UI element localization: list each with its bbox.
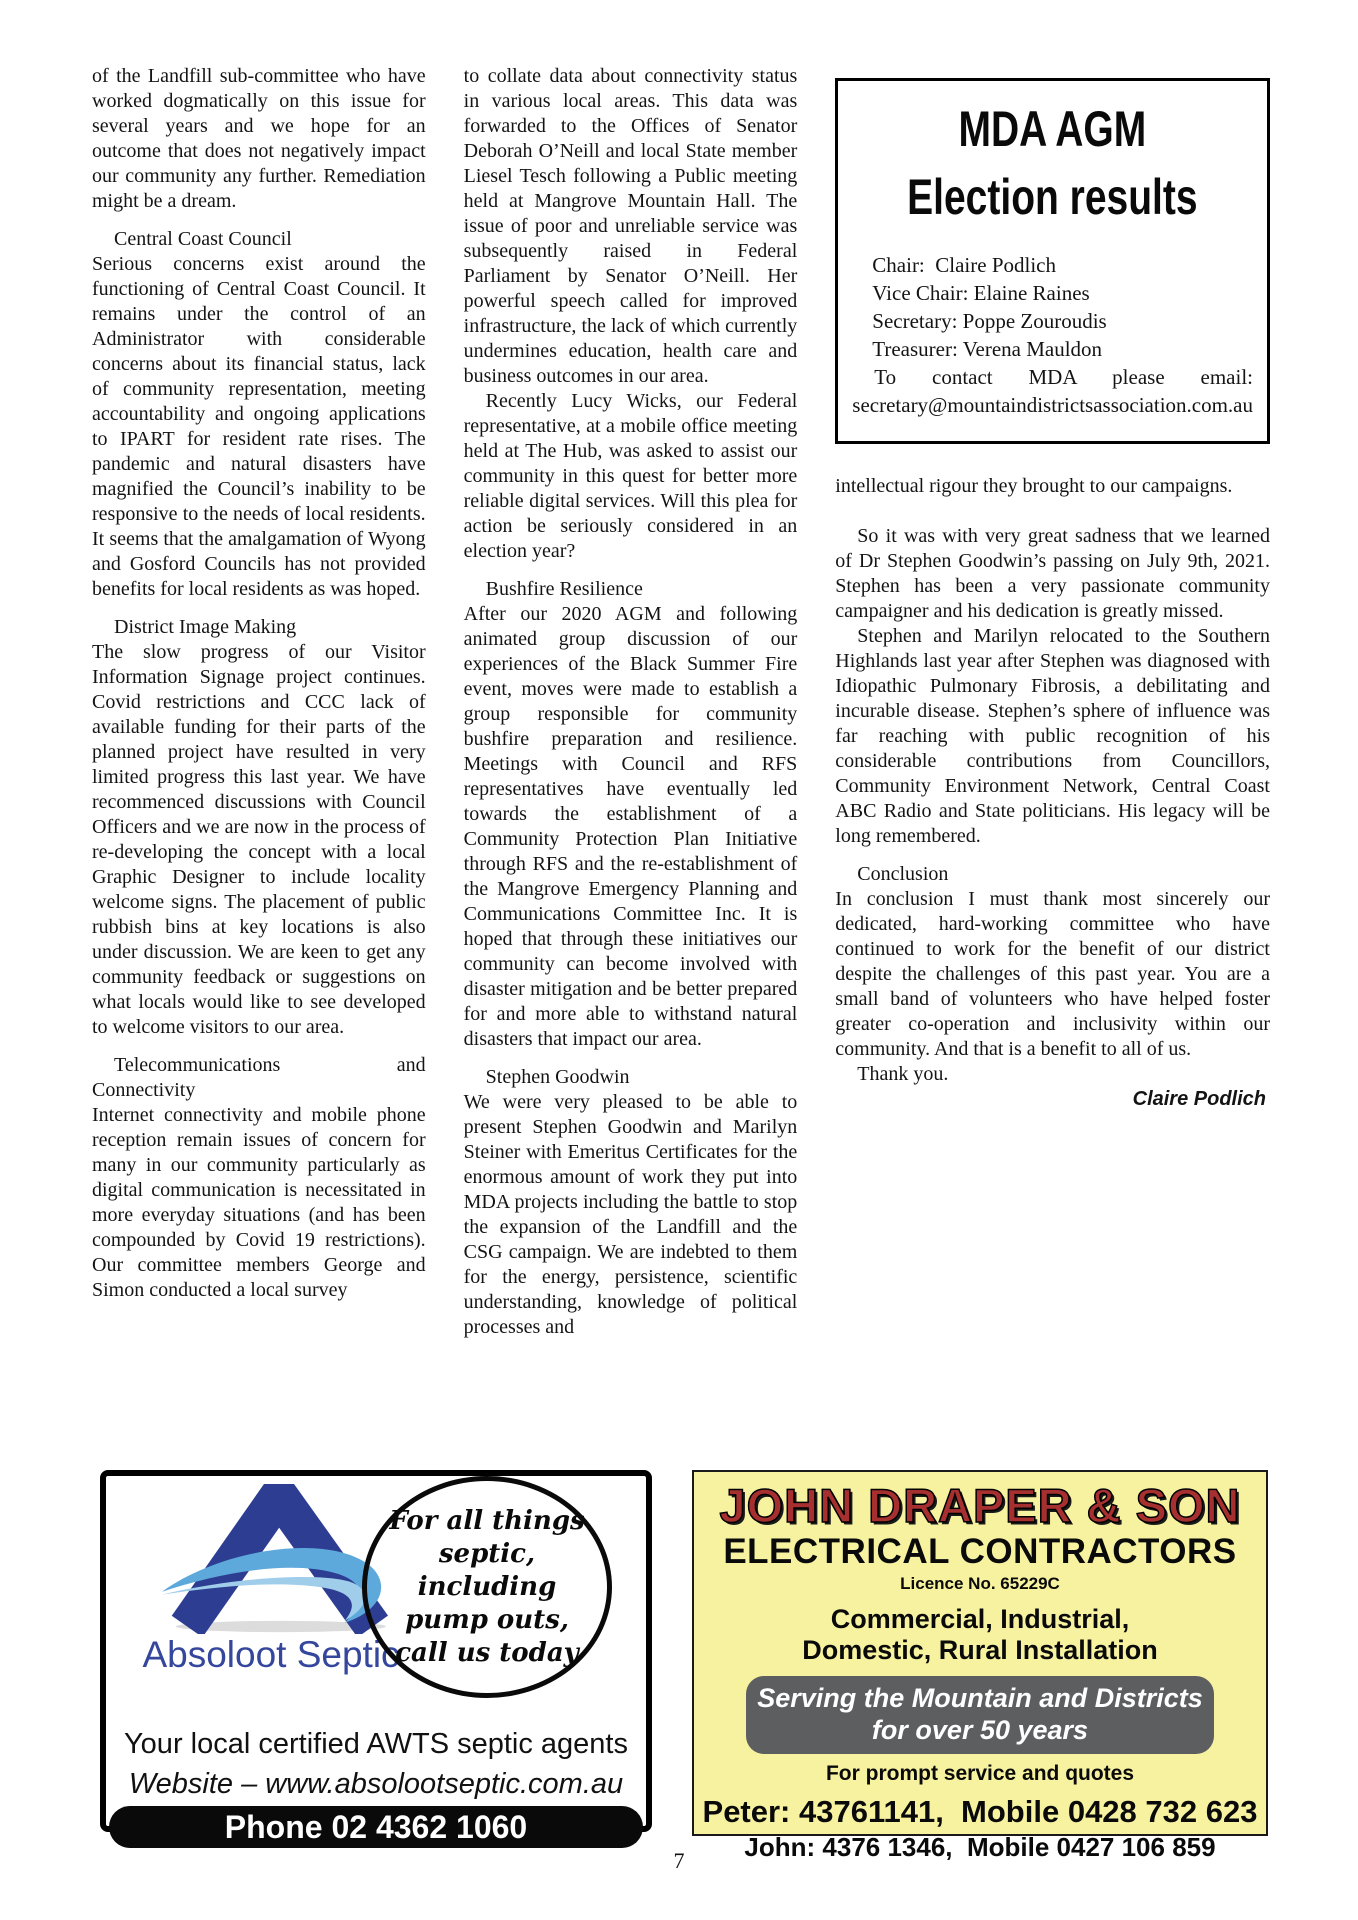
paragraph: Thank you. xyxy=(857,1063,949,1085)
article-columns xyxy=(92,64,1270,1340)
draper-banner-line2: for over 50 years xyxy=(871,1715,1089,1745)
mda-box-title-line2: Election results xyxy=(907,169,1198,225)
absoloot-tagline: Your local certified AWTS septic agents xyxy=(124,1728,628,1760)
paragraph: to collate data about connectivity status in various local areas. This data was forwarded to the Offices of Senator Deborah O’Neill and local State member Liesel Tesch following a Public meeting held at Mangrove Mountain Hall. The issue of poor and unreliable service was subsequently raised in Federal Parliament by Senator O’Neill. Her powerful speech called for improved infrastructure, the lack of which currently undermines education, health care and business outcomes in our area. xyxy=(463,65,798,387)
paragraph: The slow progress of our Visitor Information Signage project continues. Covid restrictions and CCC lack of available funding for their parts of the planned project have resulted in very limited progress this last year. We have recommenced discussions with Council Officers and we are now in the process of re-developing the concept with a local Graphic Designer to include locality welcome signs. The placement of public rubbish bins at key locations is also under discussion. We are keen to get any community feedback or suggestions on what locals would like to see developed to welcome visitors to our area. xyxy=(92,641,426,1038)
absoloot-septic-ad xyxy=(100,1470,652,1845)
role-chair: Chair: Claire Podlich xyxy=(872,253,1057,277)
paragraph: Internet connectivity and mobile phone reception remain issues of concern for many in our community particularly as digital communication is necessitated in more everyday situations (and has been compounded by Covid 19 restrictions). Our committee members George and Simon conducted a local survey xyxy=(92,1104,426,1301)
draper-services xyxy=(694,1604,1266,1666)
absoloot-slogan-text: For all things septic, including pump outs, call us today xyxy=(389,1505,585,1668)
draper-services-line1: Commercial, Industrial, xyxy=(830,1604,1130,1634)
draper-prompt-text: For prompt service and quotes xyxy=(825,1762,1135,1785)
draper-services-line2: Domestic, Rural Installation xyxy=(802,1635,1158,1665)
column-1 xyxy=(92,64,426,1340)
role-treasurer: Treasurer: Verena Mauldon xyxy=(872,337,1103,361)
draper-contact-john: John: 4376 1346, Mobile 0427 106 859 xyxy=(744,1832,1216,1862)
draper-serving-banner xyxy=(746,1676,1214,1754)
author-signature: Claire Podlich xyxy=(1132,1088,1266,1110)
mda-agm-results-box xyxy=(835,78,1270,444)
draper-banner-line1: Serving the Mountain and Districts xyxy=(757,1683,1203,1713)
mda-box-title-line1: MDA AGM xyxy=(958,101,1147,157)
paragraph: of the Landfill sub-committee who have worked dogmatically on this issue for several years and we hope for an outcome that does not negatively impact our community any further. Remediation might be a dream. xyxy=(92,65,426,212)
section-heading-telecommunications: Telecommunications and Connectivity xyxy=(92,1054,426,1101)
draper-contact-peter: Peter: 43761141, Mobile 0428 732 623 xyxy=(702,1794,1258,1829)
role-vice-chair: Vice Chair: Elaine Raines xyxy=(872,281,1090,305)
absoloot-brand-name: Absoloot Septic xyxy=(142,1634,400,1675)
john-draper-ad xyxy=(692,1470,1268,1862)
paragraph: We were very pleased to be able to present Stephen Goodwin and Marilyn Steiner with Emeritus Certificates for the enormous amount of work they put into MDA projects including the battle to stop the expansion of the Landfill and the CSG campaign. We are indebted to them for the energy, persistence, scientific understanding, knowledge of political processes and xyxy=(463,1091,798,1338)
absoloot-website: Website – www.absolootseptic.com.au xyxy=(128,1768,624,1800)
mda-contact-text: To contact MDA please email: secretary@mountaindistrictsassociation.com.au xyxy=(852,365,1254,417)
absoloot-phone-banner: Phone 02 4362 1060 xyxy=(109,1806,643,1848)
paragraph: Recently Lucy Wicks, our Federal representative, at a mobile office meeting held at The Hub, was asked to assist our community in this quest for better more reliable digital services. Will this plea for action be seriously considered in an election year? xyxy=(463,390,798,562)
paragraph: Serious concerns exist around the functioning of Central Coast Council. It remains under the control of an Administrator with considerable concerns about its financial status, lack of community representation, meeting accountability and ongoing applications to IPART for resident rate rises. The pandemic and natural disasters have magnified the Council’s inability to be responsive to the needs of local residents. It seems that the amalgamation of Wyong and Gosford Councils has not provided benefits for local residents as was hoped. xyxy=(92,253,426,600)
advertisements-row xyxy=(100,1470,1268,1862)
paragraph: After our 2020 AGM and following animated group discussion of our experiences of the Black Summer Fire event, moves were made to establish a group responsible for community bushfire preparation and resilience. Meetings with Council and RFS representatives have eventually led towards the establishment of a Community Protection Plan Initiative through RFS and the re-establishment of the Mangrove Emergency Planning and Communications Committee Inc. It is hoped that through these initiatives our community can become involved with disaster mitigation and be better prepared for and more able to withstand natural disasters that impact our area. xyxy=(463,603,798,1050)
column-2 xyxy=(464,64,798,1340)
absoloot-slogan-oval xyxy=(362,1476,612,1698)
column-3 xyxy=(835,64,1270,1340)
paragraph: Stephen and Marilyn relocated to the Southern Highlands last year after Stephen was diagnosed with Idiopathic Pulmonary Fibrosis, a debilitating and incurable disease. Stephen’s sphere of influence was far reaching with public recognition of his considerable contributions from Councillors, Community Environment Network, Central Coast ABC Radio and State politicians. His legacy will be long remembered. xyxy=(835,625,1270,847)
draper-title: JOHN DRAPER & SON xyxy=(719,1479,1241,1532)
section-heading-conclusion: Conclusion xyxy=(857,863,949,885)
draper-subtitle: ELECTRICAL CONTRACTORS xyxy=(723,1532,1237,1571)
role-secretary: Secretary: Poppe Zouroudis xyxy=(872,309,1107,333)
paragraph: intellectual rigour they brought to our campaigns. xyxy=(835,475,1233,497)
paragraph: In conclusion I must thank most sincerely our dedicated, hard-working committee who have continued to work for the benefit of our district despite the challenges of this past year. You are a small band of volunteers who have helped foster greater co-operation and inclusivity within our community. And that is a benefit to all of us. xyxy=(835,888,1270,1060)
section-heading-central-coast-council: Central Coast Council xyxy=(114,228,292,250)
paragraph: So it was with very great sadness that we learned of Dr Stephen Goodwin’s passing on July 9th, 2021. Stephen has been a very passionate community campaigner and his dedication is greatly missed. xyxy=(835,525,1270,622)
section-heading-district-image-making: District Image Making xyxy=(114,616,297,638)
section-heading-stephen-goodwin: Stephen Goodwin xyxy=(485,1066,630,1088)
mda-election-roles xyxy=(852,251,1253,363)
draper-licence: Licence No. 65229C xyxy=(900,1574,1060,1593)
page-number: 7 xyxy=(673,1848,685,1873)
section-heading-bushfire-resilience: Bushfire Resilience xyxy=(485,578,643,600)
